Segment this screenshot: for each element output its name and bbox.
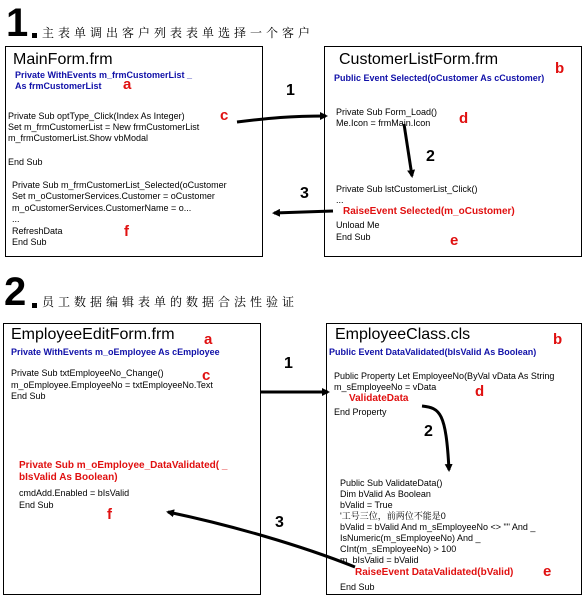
employeeclass-code-e-1: Public Sub ValidateData() (340, 478, 443, 488)
arrow-3-line (274, 211, 333, 213)
arrow-1-label: 1 (284, 355, 293, 372)
employeeeditform-handler-1: Private Sub m_oEmployee_DataValidated( _ (19, 460, 228, 471)
employeeclass-code-e-9: End Sub (340, 582, 375, 592)
arrow-3-line (168, 512, 355, 567)
mainform-code-f-2: Set m_oCustomerServices.Customer = oCustomer (12, 191, 215, 201)
label-d: d (475, 383, 485, 400)
validate-data-call: ValidateData (349, 393, 409, 404)
label-b: b (555, 60, 565, 77)
employeeclass-code-d-3: End Property (334, 407, 387, 417)
mainform-code-c-3: m_frmCustomerList.Show vbModal (8, 133, 149, 143)
customerlistform-code-e-3: Unload Me (336, 220, 380, 230)
label-c: c (202, 367, 211, 384)
label-c: c (220, 107, 229, 124)
arrow-2-label: 2 (424, 423, 433, 440)
label-e: e (450, 232, 459, 249)
raise-event-selected: RaiseEvent Selected(m_oCustomer) (343, 206, 515, 217)
customerlistform-code-d-1: Private Sub Form_Load() (336, 107, 438, 117)
mainform-code-f-4: ... (12, 214, 20, 224)
arrow-2-line (422, 406, 449, 470)
employeeeditform-title: EmployeeEditForm.frm (11, 326, 175, 343)
employeeclass-declaration: Public Event DataValidated(bIsValid As Boolean) (329, 347, 537, 357)
section2-heading: 员工数据编辑表单的数据合法性验证 (42, 295, 299, 309)
label-e: e (543, 563, 552, 580)
employeeclass-code-e-5: bValid = bValid And m_sEmployeeNo <> "" And _ (340, 522, 536, 532)
customerlistform-code-e-1: Private Sub lstCustomerList_Click() (336, 184, 478, 194)
employeeclass-title: EmployeeClass.cls (335, 326, 471, 343)
employeeclass-code-e-4: '工号三位，前两位不能是0 (340, 511, 446, 521)
mainform-code-c-5: End Sub (8, 157, 43, 167)
mainform-code-c-1: Private Sub optType_Click(Index As Integer) (8, 111, 185, 121)
label-b: b (553, 331, 563, 348)
employeeeditform-code-c-1: Private Sub txtEmployeeNo_Change() (11, 368, 164, 378)
arrow-2-line (404, 124, 412, 176)
mainform-declaration-1: Private WithEvents m_frmCustomerList _ (15, 70, 192, 80)
employeeeditform-declaration: Private WithEvents m_oEmployee As cEmployee (11, 347, 220, 357)
employeeeditform-code-f-2: End Sub (19, 500, 54, 510)
mainform-code-f-5: RefreshData (12, 226, 63, 236)
section1-heading: 主表单调出客户列表表单选择一个客户 (42, 26, 315, 40)
label-a: a (204, 331, 213, 348)
mainform-title: MainForm.frm (13, 51, 113, 68)
employeeeditform-code-c-2: m_oEmployee.EmployeeNo = txtEmployeeNo.Text (11, 380, 213, 390)
customerlistform-title: CustomerListForm.frm (339, 51, 499, 68)
employeeeditform-handler-2: bIsValid As Boolean) (19, 472, 118, 483)
mainform-code-c-2: Set m_frmCustomerList = New frmCustomerList (8, 122, 200, 132)
employeeclass-code-e-8: m_bIsValid = bValid (340, 555, 419, 565)
arrow-1-line (237, 116, 326, 122)
employeeclass-code-d-1: Public Property Let EmployeeNo(ByVal vData As String (334, 371, 555, 381)
mainform-declaration-2: As frmCustomerList (15, 81, 102, 91)
raise-event-datavalidated: RaiseEvent DataValidated(bValid) (355, 567, 514, 578)
employeeeditform-code-f-1: cmdAdd.Enabled = bIsValid (19, 488, 130, 498)
employeeclass-code-e-2: Dim bValid As Boolean (340, 489, 431, 499)
employeeeditform-code-c-3: End Sub (11, 391, 46, 401)
customerlistform-code-e-2: ... (336, 195, 344, 205)
mainform-code-f-6: End Sub (12, 237, 47, 247)
label-a: a (123, 76, 132, 93)
employeeclass-code-e-6: IsNumeric(m_sEmployeeNo) And _ (340, 533, 481, 543)
section1-number: 1 (6, 1, 29, 45)
arrow-1-label: 1 (286, 82, 295, 99)
label-f: f (124, 223, 129, 240)
label-d: d (459, 110, 469, 127)
customerlistform-code-e-4: End Sub (336, 232, 371, 242)
customerlistform-code-d-2: Me.Icon = frmMain.Icon (336, 118, 431, 128)
employeeclass-code-e-7: CInt(m_sEmployeeNo) > 100 (340, 544, 457, 554)
mainform-code-f-1: Private Sub m_frmCustomerList_Selected(oCustomer (12, 180, 227, 190)
label-f: f (107, 506, 112, 523)
arrow-2-label: 2 (426, 148, 435, 165)
employeeclass-code-d-2: m_sEmployeeNo = vData (334, 382, 437, 392)
section2-number: 2 (4, 270, 27, 314)
mainform-code-f-3: m_oCustomerServices.CustomerName = o... (12, 203, 192, 213)
arrow-3-label: 3 (275, 514, 284, 531)
employeeclass-code-e-3: bValid = True (340, 500, 393, 510)
customerlistform-declaration: Public Event Selected(oCustomer As cCustomer) (334, 73, 545, 83)
arrow-3-label: 3 (300, 185, 309, 202)
